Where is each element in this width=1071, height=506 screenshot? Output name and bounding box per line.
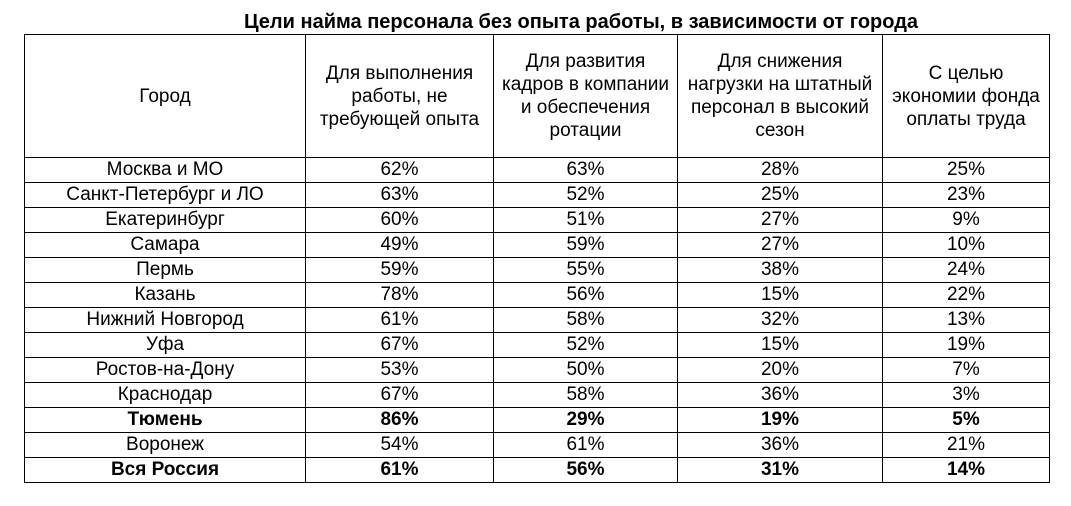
city-cell: Москва и МО	[25, 158, 306, 183]
city-cell: Уфа	[25, 333, 306, 358]
seasonal-load-cell: 25%	[678, 183, 883, 208]
city-cell: Нижний Новгород	[25, 308, 306, 333]
no-experience-work-cell: 62%	[306, 158, 494, 183]
column-header-seasonal-load: Для снижения нагрузки на штатный персонал в высокий сезон	[678, 35, 883, 158]
seasonal-load-cell: 32%	[678, 308, 883, 333]
city-cell: Казань	[25, 283, 306, 308]
no-experience-work-cell: 63%	[306, 183, 494, 208]
seasonal-load-cell: 15%	[678, 283, 883, 308]
seasonal-load-cell: 38%	[678, 258, 883, 283]
payroll-savings-cell: 23%	[883, 183, 1050, 208]
payroll-savings-cell: 10%	[883, 233, 1050, 258]
data-table	[24, 34, 1050, 483]
table-row	[25, 233, 1050, 258]
city-cell: Тюмень	[25, 408, 306, 433]
staff-development-cell: 58%	[494, 308, 678, 333]
no-experience-work-cell: 60%	[306, 208, 494, 233]
table-row	[25, 208, 1050, 233]
city-cell: Краснодар	[25, 383, 306, 408]
payroll-savings-cell: 14%	[883, 458, 1050, 483]
seasonal-load-cell: 28%	[678, 158, 883, 183]
seasonal-load-cell: 31%	[678, 458, 883, 483]
no-experience-work-cell: 67%	[306, 383, 494, 408]
staff-development-cell: 51%	[494, 208, 678, 233]
payroll-savings-cell: 7%	[883, 358, 1050, 383]
table-row	[25, 283, 1050, 308]
table-body	[25, 158, 1050, 483]
no-experience-work-cell: 86%	[306, 408, 494, 433]
city-cell: Самара	[25, 233, 306, 258]
no-experience-work-cell: 61%	[306, 308, 494, 333]
payroll-savings-cell: 19%	[883, 333, 1050, 358]
seasonal-load-cell: 19%	[678, 408, 883, 433]
staff-development-cell: 56%	[494, 283, 678, 308]
staff-development-cell: 63%	[494, 158, 678, 183]
seasonal-load-cell: 36%	[678, 383, 883, 408]
staff-development-cell: 55%	[494, 258, 678, 283]
table-row	[25, 333, 1050, 358]
city-cell: Екатеринбург	[25, 208, 306, 233]
seasonal-load-cell: 27%	[678, 208, 883, 233]
table-row	[25, 358, 1050, 383]
no-experience-work-cell: 61%	[306, 458, 494, 483]
staff-development-cell: 52%	[494, 333, 678, 358]
no-experience-work-cell: 78%	[306, 283, 494, 308]
table-row	[25, 458, 1050, 483]
table-row	[25, 408, 1050, 433]
staff-development-cell: 59%	[494, 233, 678, 258]
no-experience-work-cell: 67%	[306, 333, 494, 358]
city-cell: Санкт-Петербург и ЛО	[25, 183, 306, 208]
city-cell: Пермь	[25, 258, 306, 283]
table-title: Цели найма персонала без опыта работы, в зависимости от города	[243, 11, 919, 33]
staff-development-cell: 56%	[494, 458, 678, 483]
staff-development-cell: 58%	[494, 383, 678, 408]
seasonal-load-cell: 15%	[678, 333, 883, 358]
payroll-savings-cell: 22%	[883, 283, 1050, 308]
staff-development-cell: 29%	[494, 408, 678, 433]
no-experience-work-cell: 49%	[306, 233, 494, 258]
column-header-staff-development: Для развития кадров в компании и обеспечения ротации	[494, 35, 678, 158]
table-row	[25, 433, 1050, 458]
table-row	[25, 258, 1050, 283]
table-row	[25, 158, 1050, 183]
payroll-savings-cell: 24%	[883, 258, 1050, 283]
seasonal-load-cell: 20%	[678, 358, 883, 383]
staff-development-cell: 61%	[494, 433, 678, 458]
table-header	[25, 35, 1050, 158]
payroll-savings-cell: 9%	[883, 208, 1050, 233]
payroll-savings-cell: 25%	[883, 158, 1050, 183]
payroll-savings-cell: 5%	[883, 408, 1050, 433]
no-experience-work-cell: 54%	[306, 433, 494, 458]
table-row	[25, 308, 1050, 333]
column-header-no-experience-work: Для выполнения работы, не требующей опыта	[306, 35, 494, 158]
seasonal-load-cell: 36%	[678, 433, 883, 458]
staff-development-cell: 52%	[494, 183, 678, 208]
column-header-city: Город	[25, 35, 306, 158]
staff-development-cell: 50%	[494, 358, 678, 383]
city-cell: Воронеж	[25, 433, 306, 458]
payroll-savings-cell: 13%	[883, 308, 1050, 333]
city-cell: Ростов-на-Дону	[25, 358, 306, 383]
column-header-payroll-savings: С целью экономии фонда оплаты труда	[883, 35, 1050, 158]
seasonal-load-cell: 27%	[678, 233, 883, 258]
table-row	[25, 383, 1050, 408]
payroll-savings-cell: 21%	[883, 433, 1050, 458]
city-cell: Вся Россия	[25, 458, 306, 483]
table-row	[25, 183, 1050, 208]
no-experience-work-cell: 53%	[306, 358, 494, 383]
header-row	[25, 35, 1050, 158]
no-experience-work-cell: 59%	[306, 258, 494, 283]
payroll-savings-cell: 3%	[883, 383, 1050, 408]
